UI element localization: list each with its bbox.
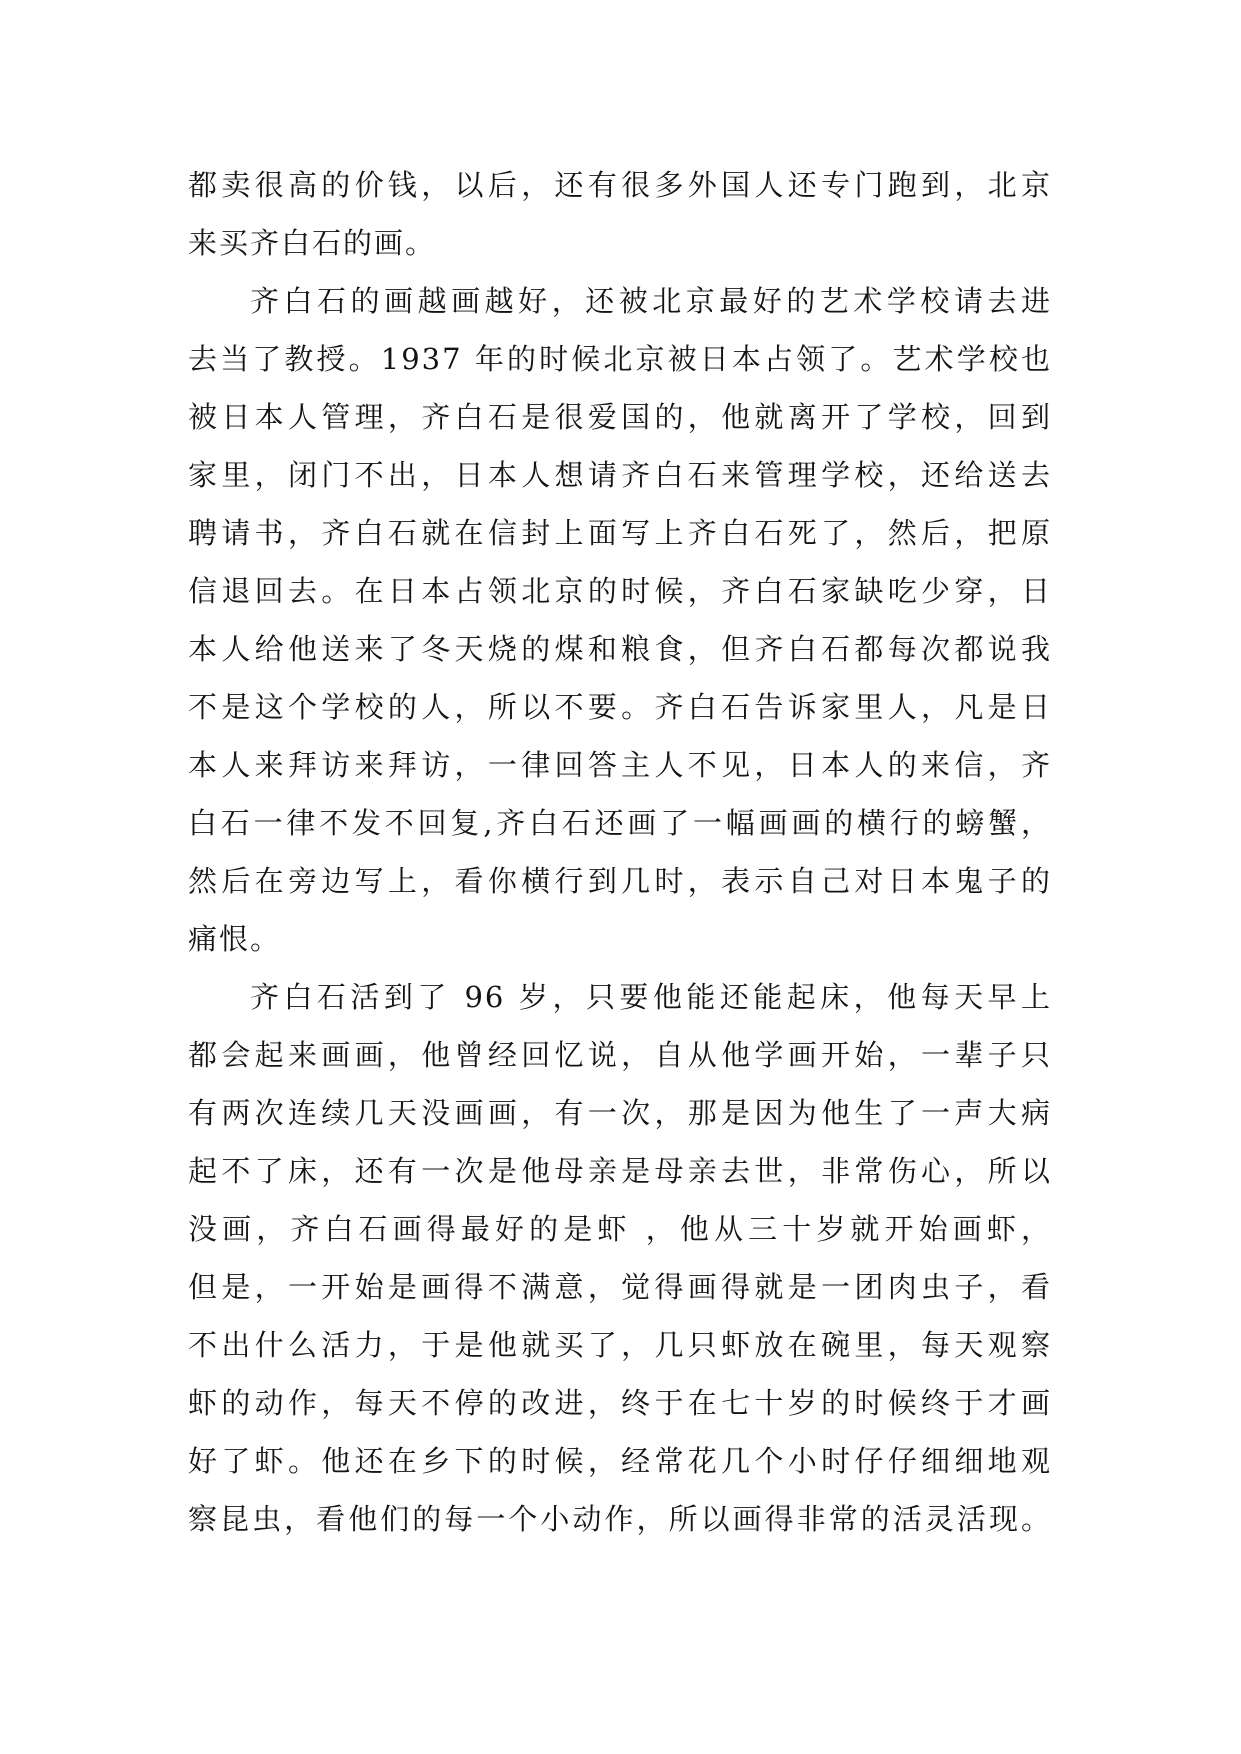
text-line: 有两次连续几天没画画，有一次，那是因为他生了一声大病 — [188, 1096, 1052, 1130]
text-line: 本人给他送来了冬天烧的煤和粮食，但齐白石都每次都说我 — [188, 632, 1052, 666]
paragraph-3 — [188, 968, 1052, 1548]
text-line: 虾的动作，每天不停的改进，终于在七十岁的时候终于才画 — [188, 1386, 1052, 1420]
text-line: 起不了床，还有一次是他母亲是母亲去世，非常伤心，所以 — [188, 1154, 1052, 1188]
text-line: 不是这个学校的人，所以不要。齐白石告诉家里人，凡是日 — [188, 690, 1052, 724]
text-line: 白石一律不发不回复,齐白石还画了一幅画画的横行的螃蟹， — [188, 806, 1052, 840]
text-line: 本人来拜访来拜访，一律回答主人不见，日本人的来信，齐 — [188, 748, 1052, 782]
text-line: 齐白石的画越画越好，还被北京最好的艺术学校请去进 — [250, 284, 1052, 318]
text-line: 去当了教授。1937 年的时候北京被日本占领了。艺术学校也 — [188, 342, 1052, 376]
text-line: 信退回去。在日本占领北京的时候，齐白石家缺吃少穿，日 — [188, 574, 1052, 608]
text-line: 被日本人管理，齐白石是很爱国的，他就离开了学校，回到 — [188, 400, 1052, 434]
text-line: 来买齐白石的画。 — [188, 226, 437, 260]
paragraph-2 — [188, 272, 1052, 968]
text-line: 家里，闭门不出，日本人想请齐白石来管理学校，还给送去 — [188, 458, 1052, 492]
paragraph-1 — [188, 156, 1052, 272]
text-line: 都卖很高的价钱，以后，还有很多外国人还专门跑到，北京 — [188, 168, 1052, 202]
text-line: 聘请书，齐白石就在信封上面写上齐白石死了，然后，把原 — [188, 516, 1052, 550]
text-line: 都会起来画画，他曾经回忆说，自从他学画开始，一辈子只 — [188, 1038, 1052, 1072]
text-line: 但是，一开始是画得不满意，觉得画得就是一团肉虫子，看 — [188, 1270, 1052, 1304]
text-line: 然后在旁边写上，看你横行到几时，表示自己对日本鬼子的 — [188, 864, 1052, 898]
text-line: 没画，齐白石画得最好的是虾 ，他从三十岁就开始画虾， — [188, 1212, 1052, 1246]
text-line: 痛恨。 — [188, 922, 282, 956]
text-line: 不出什么活力，于是他就买了，几只虾放在碗里，每天观察 — [188, 1328, 1052, 1362]
text-line: 察昆虫，看他们的每一个小动作，所以画得非常的活灵活现。 — [188, 1502, 1052, 1536]
text-line: 好了虾。他还在乡下的时候，经常花几个小时仔仔细细地观 — [188, 1444, 1052, 1478]
body-text — [188, 156, 1052, 1548]
text-line: 齐白石活到了 96 岁，只要他能还能起床，他每天早上 — [250, 980, 1052, 1014]
